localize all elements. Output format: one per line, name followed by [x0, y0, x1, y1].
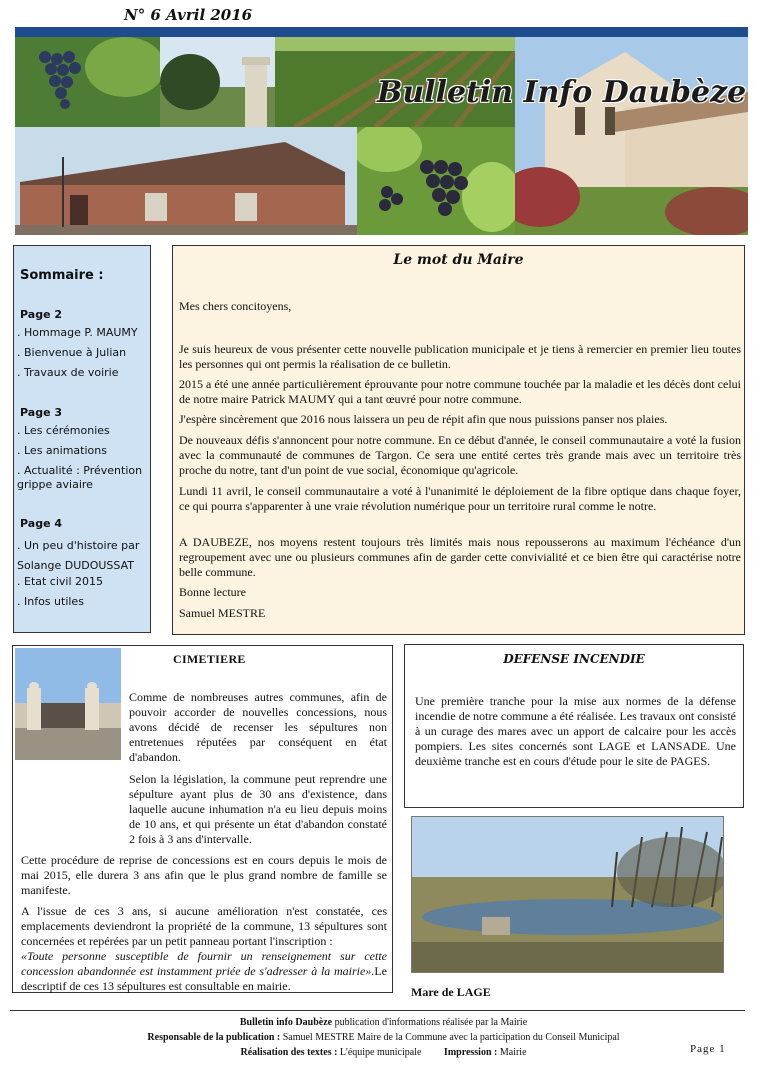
- sommaire-page-2: Page 2: [20, 308, 63, 321]
- quote: «Toute personne susceptible de fournir un renseignement sur cette concession abandonnée est instamment priée de s'adresser à la mairie».: [21, 949, 387, 978]
- grape-cluster-photo: [357, 127, 515, 235]
- sommaire-item: . Hommage P. MAUMY: [17, 326, 138, 339]
- paragraph: Bonne lecture: [179, 585, 246, 599]
- paragraph: [21, 949, 387, 994]
- defense-incendie-box: [404, 644, 744, 808]
- paragraph: Lundi 11 avril, le conseil communautaire a voté à l'unanimité le déploiement de la fibre optique dans chaque foyer, ce qui pourra s'apparenter à une vraie révolution numérique pour un territoire rural comme le notre.: [179, 484, 741, 513]
- footer-bold: Bulletin info Daubèze: [239, 1017, 333, 1028]
- cimetiere-box: [12, 645, 393, 993]
- footer-text: publication d'informations réalisée par la Mairie: [332, 1017, 528, 1028]
- mare-photo: [411, 816, 724, 973]
- sommaire-item: . Les cérémonies: [17, 424, 110, 437]
- church-photo: [515, 37, 748, 235]
- sommaire-page-4: Page 4: [20, 517, 63, 530]
- sommaire-item: . Travaux de voirie: [17, 366, 119, 379]
- paragraph: A l'issue de ces 3 ans, si aucune amélioration n'est constatée, ces emplacements deviendront la propriété de la commune, 13 sépultures sont concernées et repérées par un petit panneau portant l'inscription :: [21, 904, 387, 948]
- sommaire-item: . Actualité : Prévention grippe aviaire: [17, 464, 143, 491]
- cemetery-gate-photo: [15, 648, 121, 760]
- paragraph: A DAUBEZE, nos moyens restent toujours très limités mais nous repousserons au maximum l'échéance d'un regroupement avec une ou plusieurs communes afin de garder cette convivialité et ce bien être qui caractérise notre belle commune.: [179, 535, 741, 579]
- sommaire-title: Sommaire :: [20, 268, 104, 283]
- sommaire-box: [13, 245, 151, 633]
- paragraph: Une première tranche pour la mise aux normes de la défense incendie de notre commune a été réalisée. Les travaux ont consisté à un curage des mares avec un apport de calcaire pour les accès pompiers. Les sites concernés sont LAGE et LANSADE. Une deuxième tranche est en cours d'étude pour le site de PAGES.: [415, 694, 736, 768]
- mare-caption: Mare de LAGE: [411, 985, 491, 999]
- signature: Samuel MESTRE: [179, 606, 266, 620]
- issue-number: N° 6 Avril 2016: [124, 6, 253, 24]
- gate-photo: [160, 37, 275, 127]
- sommaire-item: . Bienvenue à Julian: [17, 346, 127, 359]
- paragraph: De nouveaux défis s'annoncent pour notre commune. En ce début d'année, le conseil communautaire a voté la fusion avec la communauté de communes de Targon. Ce sera une entité certes très grande mais avec un territoire très proche du notre, tant d'un point de vue social, économique qu'agricole.: [179, 433, 741, 477]
- footer-text: L'équipe municipale: [337, 1047, 422, 1058]
- grapes-photo: [15, 37, 160, 127]
- header-banner: [15, 27, 748, 235]
- sommaire-item: . Infos utiles: [17, 595, 84, 608]
- sommaire-page-3: Page 3: [20, 406, 63, 419]
- mot-du-maire-title: Le mot du Maire: [393, 252, 524, 268]
- paragraph: Comme de nombreuses autres communes, afin de pouvoir accorder de nouvelles concessions, nous avons décidé de recenser les sépultures non entretenues réputées par conséquent en état d'abandon.: [129, 690, 387, 764]
- footer-text: Samuel MESTRE Maire de la Commune avec la participation du Conseil Municipal: [280, 1032, 620, 1043]
- sommaire-item: . Les animations: [17, 444, 107, 457]
- page-number: Page 1: [690, 1043, 726, 1055]
- quote-after: Le descriptif de ces 13 sépultures est consultable en mairie.: [21, 964, 387, 993]
- footer-bold: Responsable de la publication :: [147, 1032, 281, 1043]
- banner-top-bar: [15, 27, 748, 37]
- paragraph: Mes chers concitoyens,: [179, 299, 292, 313]
- footer-rule: [10, 1010, 745, 1011]
- banner-title: Bulletin Info Daubèze: [377, 75, 747, 110]
- paragraph: Je suis heureux de vous présenter cette nouvelle publication municipale et je tiens à remercier en premier lieu toutes les personnes qui ont permis la réalisation de ce bulletin.: [179, 342, 741, 371]
- footer-line-3: [0, 1046, 767, 1059]
- footer-line-1: [0, 1016, 767, 1029]
- sommaire-item: . Un peu d'histoire par Solange DUDOUSSAT: [17, 539, 140, 572]
- paragraph: Selon la législation, la commune peut reprendre une sépulture ayant plus de 30 ans d'existence, dans laquelle aucune inhumation n'a eu lieu depuis moins de 10 ans, et qui présente un état d'abandon constaté 2 fois à 3 ans d'intervalle.: [129, 772, 387, 846]
- footer-bold: Réalisation des textes :: [240, 1047, 338, 1058]
- footer-line-2: [0, 1031, 767, 1044]
- defense-title: DEFENSE INCENDIE: [503, 652, 645, 666]
- paragraph: 2015 a été une année particulièrement éprouvante pour notre commune touchée par la maladie et les décès dont celui de notre maire Patrick MAUMY qui a tant œuvré pour notre commune.: [179, 377, 741, 406]
- footer-text: Mairie: [497, 1047, 527, 1058]
- cimetiere-title: CIMETIERE: [173, 652, 246, 666]
- paragraph: J'espère sincèrement que 2016 nous laissera un peu de répit afin que nous puissions panser nos plaies.: [179, 412, 668, 426]
- mot-du-maire-box: [172, 245, 745, 635]
- paragraph: Cette procédure de reprise de concessions est en cours depuis le mois de mai 2015, elle durera 3 ans afin que le plus grand nombre de famille se manifeste.: [21, 853, 387, 897]
- footer-bold: Impression :: [443, 1047, 498, 1058]
- sommaire-item: . Etat civil 2015: [17, 575, 104, 588]
- town-hall-photo: [15, 127, 357, 235]
